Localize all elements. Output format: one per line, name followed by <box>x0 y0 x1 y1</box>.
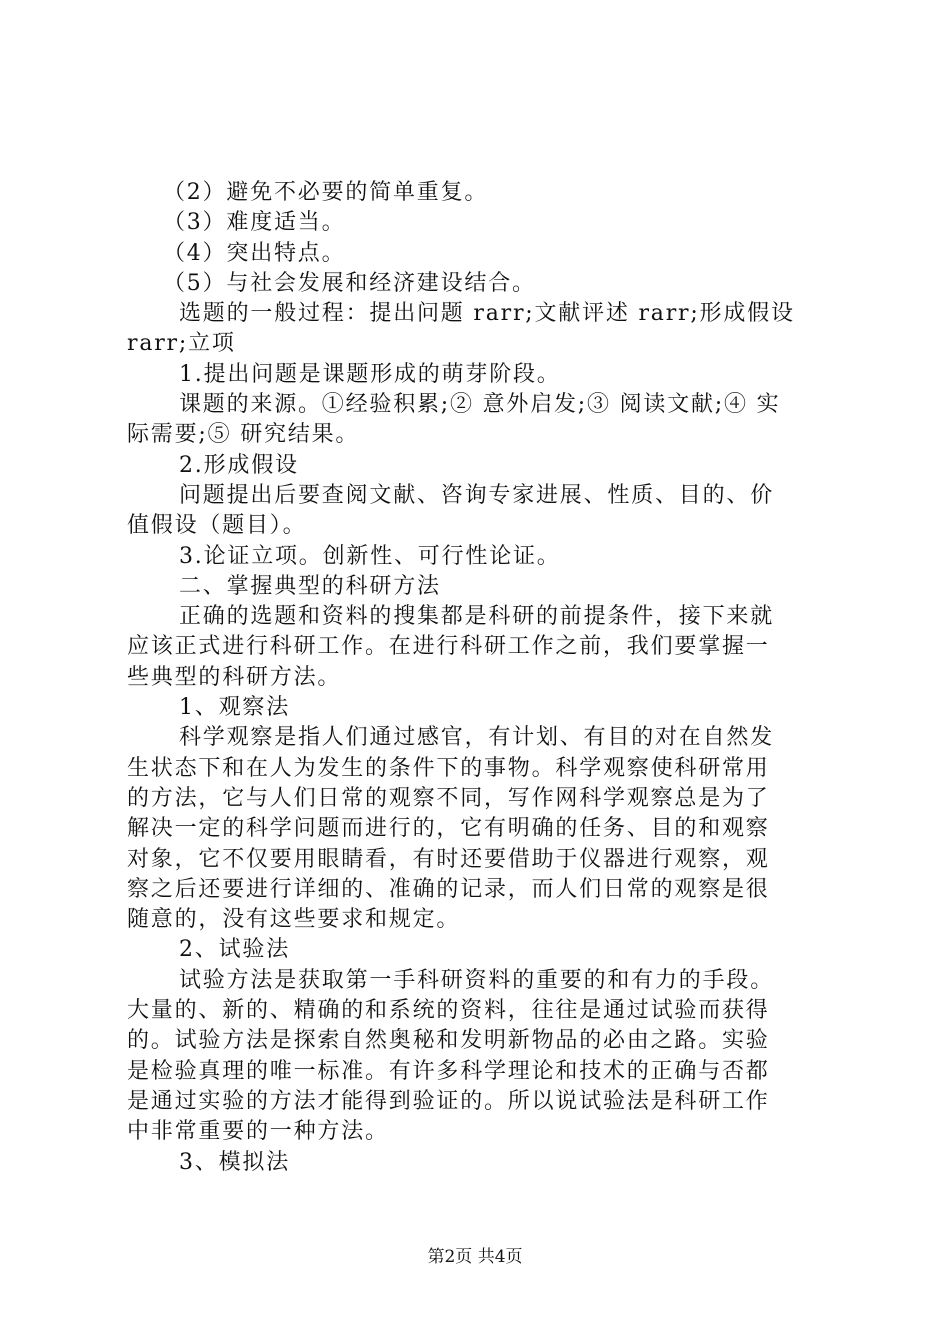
text-line: 值假设（题目）。 <box>127 513 307 539</box>
document-body <box>127 178 837 1178</box>
text-line: 选题的一般过程：提出问题 rarr;文献评述 rarr;形成假设 <box>179 301 795 327</box>
text-line: rarr;立项 <box>127 331 236 357</box>
text-line: 中非常重要的一种方法。 <box>127 1119 389 1145</box>
text-line: （5）与社会发展和经济建设结合。 <box>163 270 536 296</box>
text-line: （4）突出特点。 <box>163 240 346 266</box>
text-line: 际需要;⑤ 研究结果。 <box>127 422 360 448</box>
text-line: 是检验真理的唯一标准。有许多科学理论和技术的正确与否都 <box>127 1058 770 1084</box>
text-line: 课题的来源。①经验积累;② 意外启发;③ 阅读文献;④ 实 <box>179 392 781 418</box>
text-line: 1、观察法 <box>179 695 290 721</box>
text-line: （2）避免不必要的简单重复。 <box>163 180 489 205</box>
text-line: 的。试验方法是探索自然奥秘和发明新物品的必由之路。实验 <box>127 1028 770 1054</box>
text-line: 是通过实验的方法才能得到验证的。所以说试验法是科研工作 <box>127 1088 770 1114</box>
text-line: 1.提出问题是课题形成的萌芽阶段。 <box>179 361 561 387</box>
text-line: 大量的、新的、精确的和系统的资料，往往是通过试验而获得 <box>127 998 770 1024</box>
text-line: 的方法，它与人们日常的观察不同，写作网科学观察总是为了 <box>127 785 770 811</box>
text-line: 2、试验法 <box>179 937 290 963</box>
text-line: 些典型的科研方法。 <box>127 664 342 690</box>
text-line: 科学观察是指人们通过感官，有计划、有目的对在自然发 <box>179 725 775 751</box>
text-line: 二、掌握典型的科研方法 <box>179 573 441 599</box>
text-line: 2.形成假设 <box>179 452 299 478</box>
text-line: 正确的选题和资料的搜集都是科研的前提条件，接下来就 <box>179 604 775 630</box>
text-line: 问题提出后要查阅文献、咨询专家进展、性质、目的、价 <box>179 482 775 508</box>
text-line: 随意的，没有这些要求和规定。 <box>127 907 461 933</box>
text-line: 试验方法是获取第一手科研资料的重要的和有力的手段。 <box>179 967 775 993</box>
text-line: 3、模拟法 <box>179 1149 290 1175</box>
text-line: 应该正式进行科研工作。在进行科研工作之前，我们要掌握一 <box>127 634 770 660</box>
text-line: 解决一定的科学问题而进行的，它有明确的任务、目的和观察 <box>127 816 770 842</box>
text-line: （3）难度适当。 <box>163 210 346 236</box>
page-number-footer: 第2页 共4页 <box>427 1247 523 1267</box>
text-line: 察之后还要进行详细的、准确的记录，而人们日常的观察是很 <box>127 876 770 902</box>
text-line: 对象，它不仅要用眼睛看，有时还要借助于仪器进行观察，观 <box>127 846 770 872</box>
text-line: 3.论证立项。创新性、可行性论证。 <box>179 543 561 569</box>
text-line: 生状态下和在人为发生的条件下的事物。科学观察使科研常用 <box>127 755 770 781</box>
